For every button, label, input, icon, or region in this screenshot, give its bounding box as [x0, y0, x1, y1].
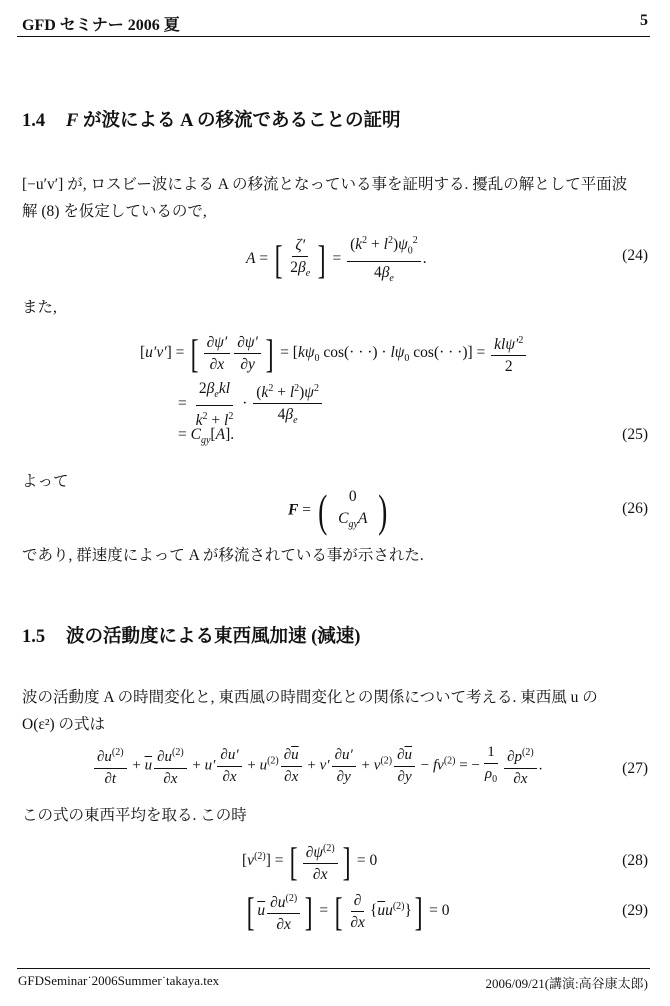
equation-number-27: (27)	[622, 760, 648, 777]
equation-28: $[v^{(2)}]$ = [ $\frac{\partial\psi^{(2)}}{\partial x}$ ] = 0	[242, 838, 378, 884]
section-heading-1-4	[22, 106, 401, 132]
paragraph-1: [−u′v′] が, ロスビー波による A の移流となっている事を証明する. 擾乱の解として平面波解 (8) を仮定しているので,	[22, 176, 628, 220]
equation-24: A = [ $\frac{\zeta'}{2\beta_e}$ ] = $\frac{(k^2 + l^2)\psi_0^2}{4\beta_e}$ .	[246, 232, 427, 287]
paragraph-6: この式の東西平均を取る. この時	[22, 807, 247, 824]
paragraph-5: 波の活動度 A の時間変化と, 東西風の時間変化との関係について考える. 東西風 u の O(ε²) の式は	[22, 689, 598, 733]
section-number: 1.4	[22, 111, 46, 131]
footer-filename: GFDSeminar˙2006Summer˙takaya.tex	[18, 973, 220, 988]
equation-25-line-2: = $\frac{2\beta_ekl}{k^2 + l^2}$ · $\frac{(k^2 + l^2)\psi^2}{4\beta_e}$	[178, 380, 324, 429]
equation-25-line-1: [u′v′] = [ $\frac{\partial\psi'}{\partial x}$ $\frac{\partial\psi'}{\partial y}$ ] = [$k\psi_0$ cos(· · ·) · $l\psi_0$ cos(· · ·)] = $\frac{kl\psi'^2}{2}$	[140, 332, 528, 375]
section-title-symbol: F	[66, 111, 79, 131]
equation-27: $\frac{\partial u^{(2)}}{\partial t}$ + $\overline{u}$ $\frac{\partial u^{(2)}}{\partial x}$ + u′ $\frac{\partial u'}{\partial x}$ + $u^{(2)}$ $\frac{\partial\overline{u}}{\partial x}$ + v′ $\frac{\partial u'}{\partial y}$ + $v^{(2)}$ $\frac{\partial\overline{u}}{\partial y}$ − $fv^{(2)}$ = − $\frac{1}{\rho_0}$ $\frac{\partial p^{(2)}}{\partial x}$ .	[92, 744, 542, 788]
equation-number-26: (26)	[622, 500, 648, 517]
section-number: 1.5	[22, 627, 46, 647]
paragraph-2: また,	[22, 299, 57, 316]
equation-25-line-3: = $C_{gy}[A]$.	[178, 426, 235, 447]
section-title: 波の活動度による東西風加速 (減速)	[66, 627, 361, 647]
equation-29: [ $\overline{u}$ $\frac{\partial u^{(2)}}{\partial x}$ ] = [ $\frac{\partial}{\partial x}$ $\{\overline{u}u^{(2)}\}] = 0$	[246, 888, 450, 934]
running-header-title: GFD セミナー 2006 夏	[22, 17, 180, 34]
equation-number-25: (25)	[622, 426, 648, 443]
page-number: 5	[640, 12, 648, 29]
section-title: が波による A の移流であることの証明	[78, 111, 401, 131]
footer-rule	[17, 968, 650, 969]
equation-number-28: (28)	[622, 852, 648, 869]
paragraph-4: であり, 群速度によって A が移流されている事が示された.	[22, 547, 424, 564]
equation-26: F = ( 0 $C_{gy}A$ )	[288, 485, 388, 537]
footer-date-lecturer: 2006/09/21(講演:高谷康太郎)	[485, 976, 648, 991]
header-rule	[17, 36, 650, 37]
equation-number-29: (29)	[622, 902, 648, 919]
paragraph-3: よって	[22, 473, 69, 490]
section-heading-1-5	[22, 622, 360, 648]
equation-number-24: (24)	[622, 247, 648, 264]
